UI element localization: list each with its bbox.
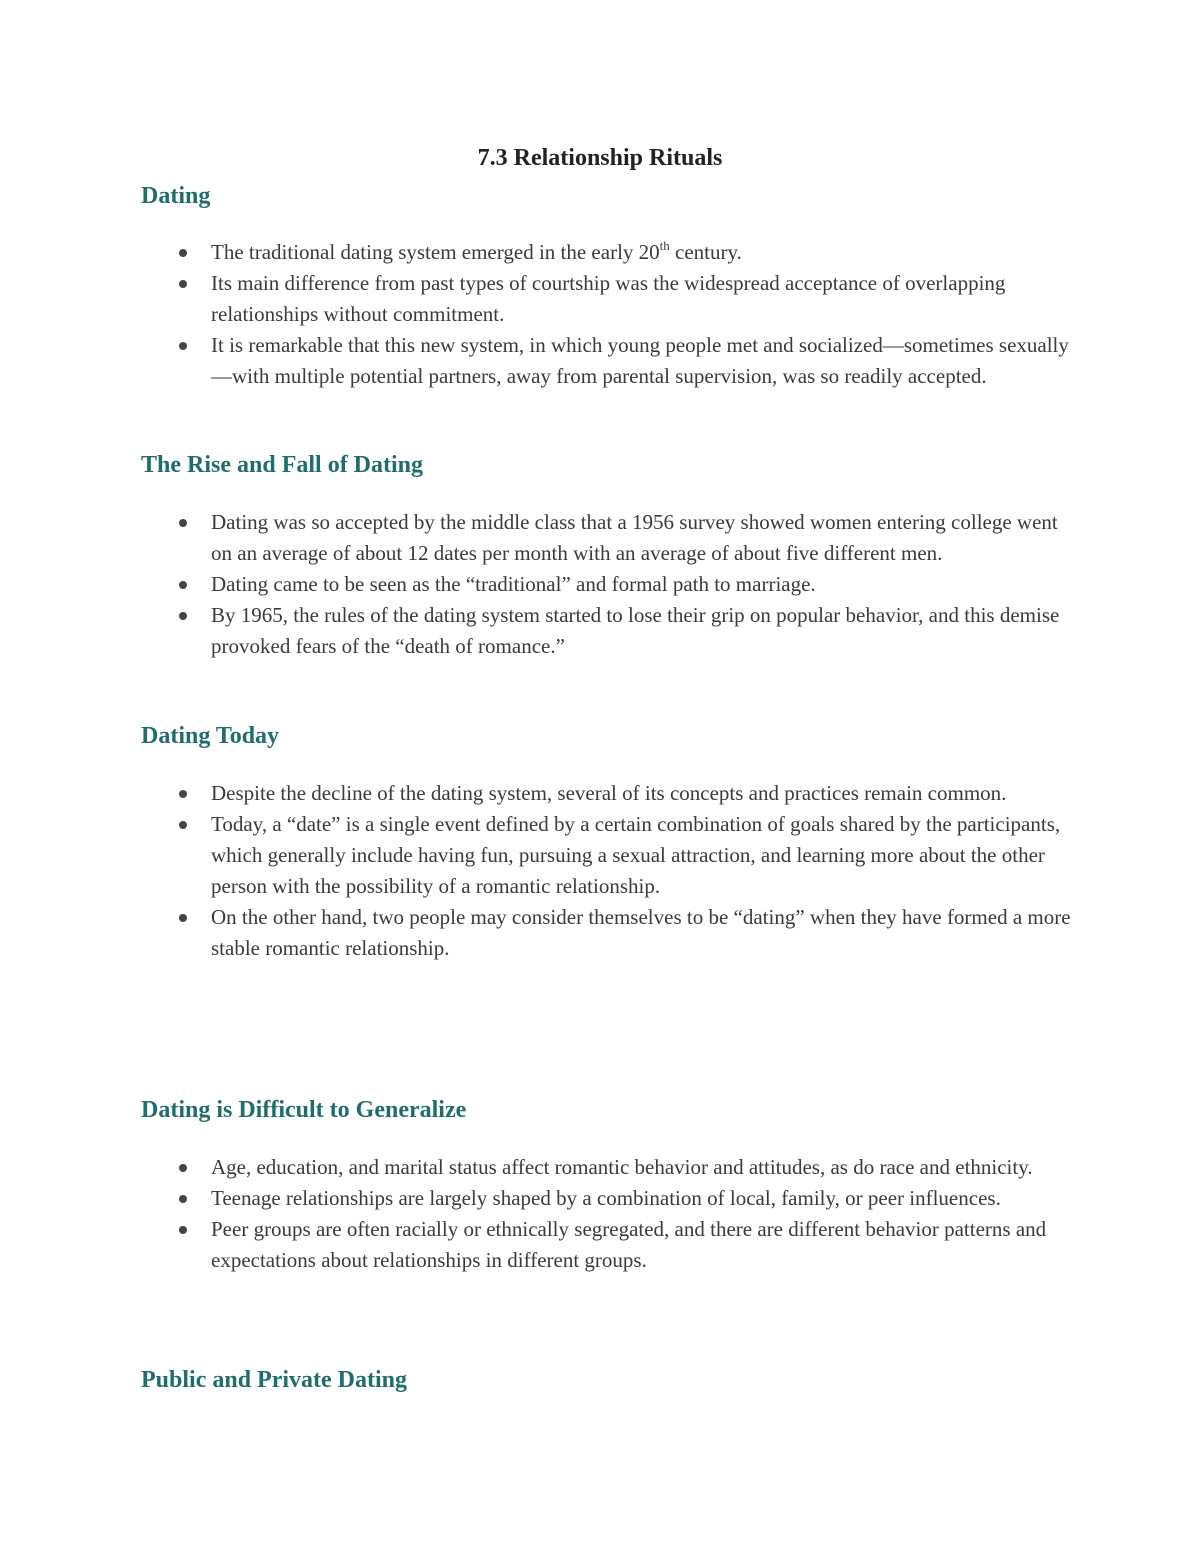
section-heading-dating: Dating — [141, 183, 211, 209]
list-item: Teenage relationships are largely shaped by a combination of local, family, or peer influences. — [0, 1183, 1071, 1214]
section-heading-rise-and-fall: The Rise and Fall of Dating — [141, 452, 424, 478]
list-item: Its main difference from past types of courtship was the widespread acceptance of overlapping relationships without commitment. — [0, 268, 1071, 330]
list-item: Dating was so accepted by the middle class that a 1956 survey showed women entering college went on an average of about 12 dates per month with an average of about five different men. — [0, 507, 1071, 569]
list-item: Despite the decline of the dating system, several of its concepts and practices remain common. — [0, 778, 1071, 809]
list-item: It is remarkable that this new system, in which young people met and socialized—sometimes sexually—with multiple potential partners, away from parental supervision, was so readily accepted. — [0, 330, 1071, 392]
bullet-dot-icon — [179, 581, 187, 589]
list-item: The traditional dating system emerged in the early 20th century. — [0, 237, 1071, 268]
bullet-dot-icon — [179, 914, 187, 922]
bullet-list-dating-today — [0, 778, 1200, 964]
bullet-dot-icon — [179, 519, 187, 527]
bullet-list-difficult-to-generalize — [0, 1152, 1200, 1276]
list-item: On the other hand, two people may consider themselves to be “dating” when they have formed a more stable romantic relationship. — [0, 902, 1071, 964]
bullet-dot-icon — [179, 1195, 187, 1203]
bullet-dot-icon — [179, 790, 187, 798]
bullet-dot-icon — [179, 612, 187, 620]
list-item: Dating came to be seen as the “traditional” and formal path to marriage. — [0, 569, 1071, 600]
list-item: By 1965, the rules of the dating system started to lose their grip on popular behavior, and this demise provoked fears of the “death of romance.” — [0, 600, 1071, 662]
section-heading-difficult-to-generalize: Dating is Difficult to Generalize — [141, 1097, 467, 1123]
list-item: Peer groups are often racially or ethnically segregated, and there are different behavior patterns and expectations about relationships in different groups. — [0, 1214, 1071, 1276]
bullet-dot-icon — [179, 1226, 187, 1234]
document-title: 7.3 Relationship Rituals — [477, 145, 723, 171]
list-item: Today, a “date” is a single event defined by a certain combination of goals shared by the participants, which generally include having fun, pursuing a sexual attraction, and learning more about the other person with the possibility of a romantic relationship. — [0, 809, 1071, 902]
list-item: Age, education, and marital status affect romantic behavior and attitudes, as do race and ethnicity. — [0, 1152, 1071, 1183]
section-heading-public-and-private: Public and Private Dating — [141, 1367, 408, 1393]
bullet-list-rise-and-fall — [0, 507, 1200, 662]
section-heading-dating-today: Dating Today — [141, 723, 280, 749]
bullet-list-dating — [0, 237, 1200, 392]
bullet-dot-icon — [179, 249, 187, 257]
bullet-dot-icon — [179, 280, 187, 288]
bullet-dot-icon — [179, 342, 187, 350]
bullet-dot-icon — [179, 1164, 187, 1172]
bullet-dot-icon — [179, 821, 187, 829]
